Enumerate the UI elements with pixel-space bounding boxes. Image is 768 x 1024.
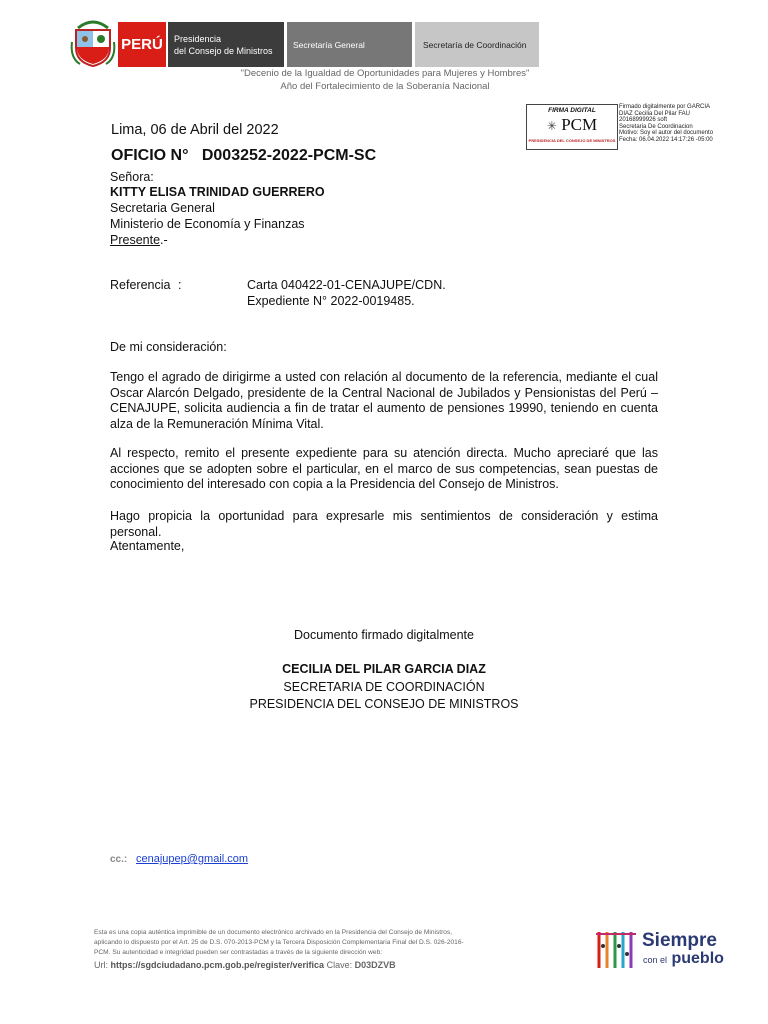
- anio-text: Año del Fortalecimiento de la Soberanía Nacional: [280, 81, 490, 92]
- signer-title: SECRETARIA DE COORDINACIÓN: [283, 680, 485, 694]
- signed-note: Documento firmado digitalmente: [294, 628, 474, 642]
- stamp-star-icon: ✳: [546, 119, 557, 133]
- salutation-label: Señora:: [110, 170, 154, 184]
- referencia-line-2: Expediente N° 2022-0019485.: [247, 294, 415, 308]
- referencia-line-1: Carta 040422-01-CENAJUPE/CDN.: [247, 278, 446, 292]
- signer-org: PRESIDENCIA DEL CONSEJO DE MINISTROS: [249, 697, 519, 711]
- footer-legal-text: [94, 928, 564, 971]
- footer-line-2: aplicando lo dispuesto por el Art. 25 de D.S. 070-2013-PCM y la Tercera Disposición Complementaria Final del D.S. 026-2016-: [94, 939, 464, 946]
- peru-label: PERÚ: [118, 22, 166, 67]
- oficio-number: OFICIO N° D003252-2022-PCM-SC: [111, 147, 377, 164]
- presente-line: [110, 233, 168, 249]
- body-paragraph-1: Tengo el agrado de dirigirme a usted con relación al documento de la referencia, mediante el cual Oscar Alarcón Delgado, presidente de la Central Nacional de Jubilados y Pensionistas del Perú – CENAJUPE, solicita audiencia a fin de tratar el aumento de pensiones 19990, teniendo en cuenta alza de la Remuneración Mínima Vital.: [110, 370, 658, 431]
- recipient-org: Ministerio de Economía y Finanzas: [110, 217, 305, 231]
- signature-detail-line: Firmado digitalmente por GARCIA: [619, 104, 711, 110]
- coat-of-arms-icon: [70, 18, 116, 68]
- signature-detail-line: 20168999926 soft: [619, 117, 668, 124]
- logo-con-el: con el: [643, 955, 668, 965]
- body-paragraph-3: Hago propicia la oportunidad para expresarle mis sentimientos de consideración y estima personal.: [110, 509, 658, 539]
- stamp-title: FIRMA DIGITAL: [548, 107, 596, 114]
- header-box-pcm-line2: del Consejo de Ministros: [174, 45, 273, 56]
- cc-label: cc.:: [110, 854, 128, 865]
- header-box-secretaria-coordinacion: [415, 22, 539, 67]
- recipient-title: Secretaria General: [110, 201, 215, 215]
- signature-detail-line: Fecha: 06.04.2022 14:17:26 -05:00: [619, 136, 713, 143]
- header-box-pcm: [168, 22, 284, 67]
- referencia-colon: :: [178, 278, 182, 292]
- header-box-secretaria-general-label: Secretaría General: [293, 39, 365, 50]
- signature-stamp: [526, 104, 618, 150]
- logo-pueblo: pueblo: [671, 950, 724, 967]
- signature-detail-line: Motivo: Soy el autor del documento: [619, 130, 714, 137]
- logo-siempre: Siempre: [642, 930, 717, 951]
- recipient-name: KITTY ELISA TRINIDAD GUERRERO: [110, 185, 325, 199]
- header-box-secretaria-coordinacion-label: Secretaría de Coordinación: [423, 39, 527, 50]
- header-box-pcm-line1: Presidencia: [174, 33, 222, 44]
- footer-url-line: [94, 959, 564, 971]
- greeting: De mi consideración:: [110, 340, 227, 354]
- signature-detail-line: Secretaria De Coordinacion: [619, 123, 693, 130]
- footer-url-label: Url:: [94, 960, 108, 970]
- footer-line-1: Esta es una copia auténtica imprimible de un documento electrónico archivado en la Presidencia del Consejo de Ministros,: [94, 929, 453, 936]
- stamp-logo-text: PCM: [561, 115, 598, 134]
- footer-line-3: PCM. Su autenticidad e integridad pueden ser contrastadas a través de la siguiente dirección web:: [94, 949, 383, 956]
- logo-con-el-pueblo: [643, 950, 724, 968]
- closing: Atentamente,: [110, 539, 185, 553]
- presente-suffix: .-: [160, 233, 168, 247]
- header-box-secretaria-general: [287, 22, 412, 67]
- signature-detail-line: DIAZ Cecilia Del Pilar FAU: [619, 110, 691, 117]
- pueblo-figures-icon: [596, 928, 640, 972]
- signature-details: [619, 104, 739, 144]
- signer-name: CECILIA DEL PILAR GARCIA DIAZ: [282, 662, 486, 676]
- footer-clave-label: Clave:: [326, 960, 353, 970]
- cc-email-link[interactable]: cenajupep@gmail.com: [136, 853, 249, 865]
- presente-text: Presente: [110, 233, 161, 247]
- referencia-label: Referencia: [110, 278, 171, 292]
- stamp-footer: PRESIDENCIA DEL CONSEJO DE MINISTROS: [528, 138, 616, 143]
- letter-date: Lima, 06 de Abril del 2022: [111, 122, 279, 138]
- decenio-text: "Decenio de la Igualdad de Oportunidades para Mujeres y Hombres": [240, 68, 530, 79]
- stamp-logo: [527, 115, 617, 136]
- body-paragraph-2: Al respecto, remito el presente expediente para su atención directa. Mucho apreciaré que las acciones que se adopten sobre el particular, en el marco de sus competencias, sean puestas de conocimiento del interesado con copia a la Presidencia del Consejo de Ministros.: [110, 446, 658, 491]
- footer-clave-value: D03DZVB: [354, 960, 396, 970]
- footer-url-link[interactable]: https://sgdciudadano.pcm.gob.pe/register/verifica: [110, 960, 325, 970]
